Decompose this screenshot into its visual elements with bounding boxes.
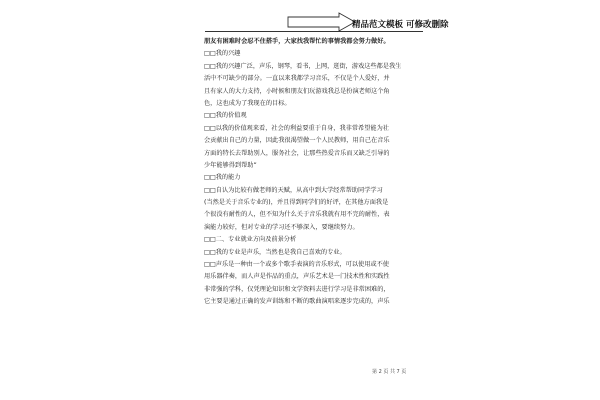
- paragraph-line: 且有家人的大力支持，小时候和朋友们玩游戏我总是扮演老师这个角: [204, 87, 390, 95]
- paragraph-line: 演能力较好，但对专业的学习还不够深入，要继续努力。: [204, 223, 359, 231]
- header-title: 精品范文模板 可修改删除: [352, 20, 449, 30]
- paragraph-line: 朋友有困难时会忍不住搭手，大家找我帮忙的事情我都会努力做好。: [204, 38, 390, 45]
- section-heading: □□二、专业就业方向及前景分析: [204, 236, 297, 244]
- section-heading: □□我的兴趣: [204, 50, 241, 58]
- paragraph-line: 活中不可缺少的部分。一直以来我都学习音乐，不仅是个人爱好，并: [204, 75, 390, 83]
- paragraph-line: 个很没有耐性的人，但不知为什么关于音乐我就有用不完的耐性，表: [204, 211, 390, 219]
- paragraph-line: □□自认为比较有做老师的天赋，从高中到大学经常帮助同学学习: [204, 186, 383, 194]
- header-divider: [205, 31, 423, 32]
- paragraph-line: 它主要是通过正确的发声训练和不断的歌曲演唱来逐步完成的，声乐: [204, 298, 390, 306]
- paragraph-line: □□我的专业是声乐，当然也是我自己喜欢的专业。: [204, 248, 346, 256]
- paragraph-line: □□以我的价值观来看，社会的利益要重于自身，我非常希望能为社: [204, 124, 389, 132]
- paragraph-line: (当然是关于音乐专业的)，并且得到同学们的好评，在其他方面我是: [204, 199, 389, 207]
- paragraph-line: 会贡献出自己的力量，因此我很渴望做一个人民教师，用自己在音乐: [204, 137, 390, 145]
- page-number: 第 2 页 共 7 页: [372, 369, 407, 375]
- paragraph-line: 非常强的学科，仅凭理论知识和文学资料去进行学习是非常困难的，: [204, 285, 390, 293]
- document-body: [204, 36, 424, 309]
- paragraph-line: 色，这也成为了我现在的目标。: [204, 99, 291, 107]
- paragraph-line: 少年能够得到帮助”: [204, 161, 257, 169]
- paragraph-line: □□我的兴趣广泛，声乐，钢琴，看书，上网，逛街，游戏这些都是我生: [204, 62, 402, 70]
- section-heading: □□我的能力: [204, 174, 241, 182]
- paragraph-line: □□声乐是一种由一个或多个歌手表演的音乐形式，可以使用或不使: [204, 261, 389, 269]
- paragraph-line: 用乐器伴奏，而人声是作品的重点，声乐艺术是一门技术性和实践性: [204, 273, 390, 281]
- section-heading: □□我的价值观: [204, 112, 247, 120]
- paragraph-line: 方面的特长去帮助别人，服务社会，让那些热爱音乐而又缺乏引导的: [204, 149, 390, 157]
